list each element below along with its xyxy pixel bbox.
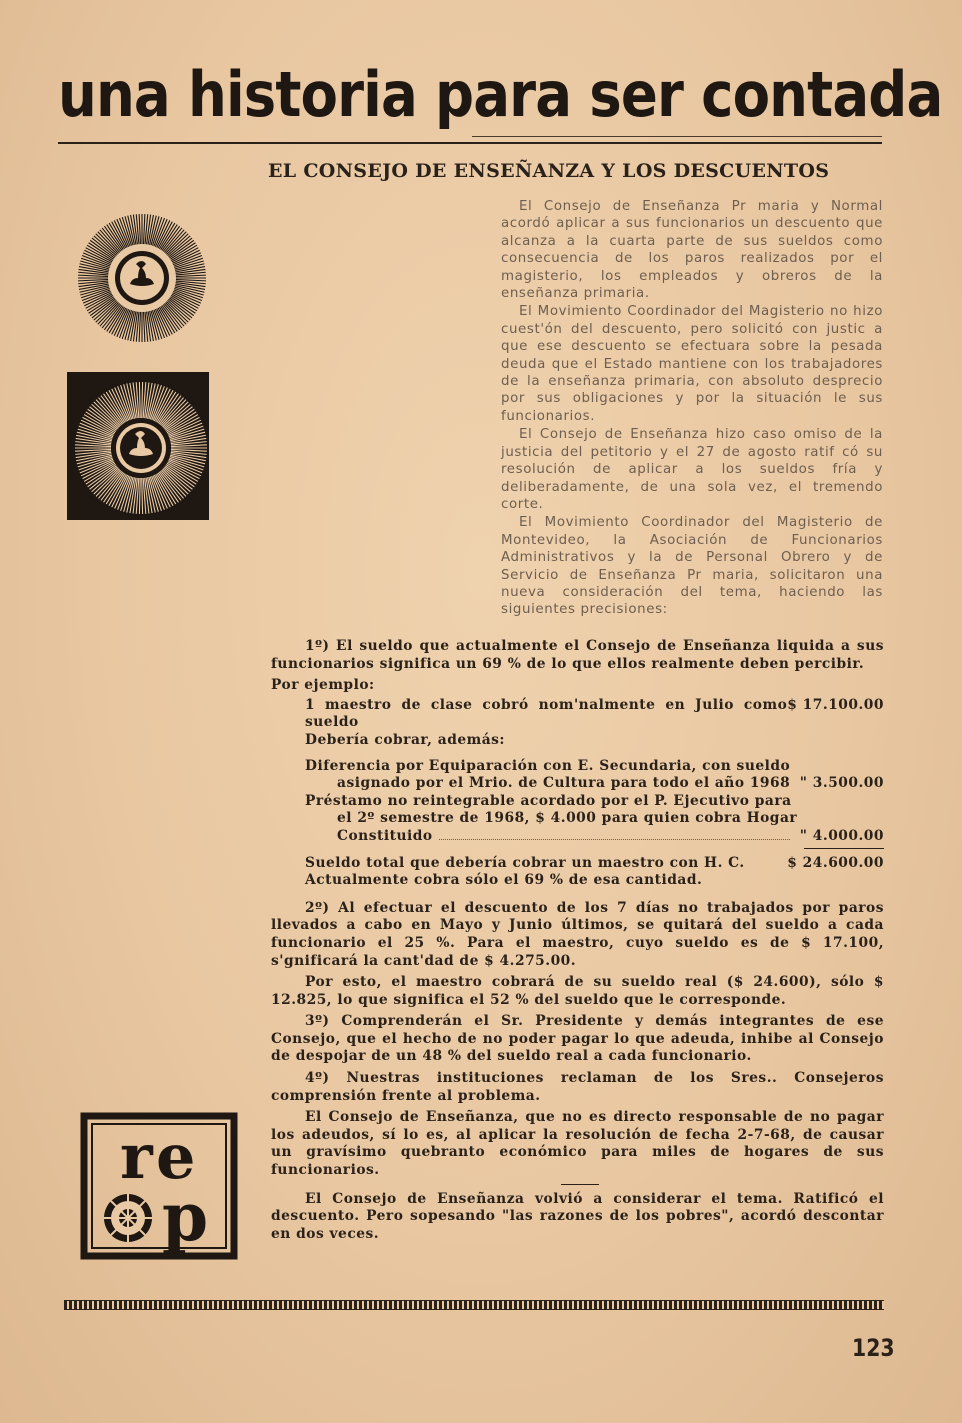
main-body <box>271 638 884 1247</box>
sum-rule <box>804 848 884 849</box>
intro-paragraph: El Consejo de Enseñanza Pr maria y Normal acordó aplicar a sus funcionarios un descuento que alcanza a la cuarta parte de sus sueldos como consecuencia de los paros realizados por el magisterio, los empleados y obreros de la enseñanza primaria. <box>501 199 883 302</box>
intro-paragraph: El Movimiento Coordinador del Magisterio no hizo cuest'ón del descuento, pero solicitó con justic a que ese descuento se efectuara sobre la pesada deuda que el Estado mantiene con los trabajadores de la enseñanza primaria, con absoluto desprecio por sus obligaciones y por la situación le sus funcionarios. <box>501 304 883 424</box>
example-table <box>305 697 884 890</box>
example-row: el 2º semestre de 1968, $ 4.000 para quien cobra Hogar <box>337 810 798 827</box>
point-1: 1º) El sueldo que actualmente el Consejo de Enseñanza liquida a sus funcionarios significa un 69 % de lo que ellos realmente deben percibir. <box>271 638 884 672</box>
closing-paragraph: El Consejo de Enseñanza volvió a considerar el tema. Ratificó el descuento. Pero sopesando "las razones de los pobres", acordó descontar en dos veces. <box>271 1190 884 1242</box>
square-seal-emblem-icon <box>67 372 209 520</box>
point-3: 3º) Comprenderán el Sr. Presidente y demás integrantes de ese Consejo, que el hecho de no poder pagar lo que adeuda, inhibe al Consejo de despojar de un 48 % del sueldo real a cada funcionario. <box>271 1013 884 1065</box>
example-row: Debería cobrar, además: <box>305 731 506 748</box>
bottom-decorative-rule <box>64 1300 884 1310</box>
example-row: Constituido " 4.000.00 <box>337 827 884 844</box>
seal-emblem-icon <box>76 212 208 344</box>
page-number: 123 <box>852 1334 895 1362</box>
example-heading: Por ejemplo: <box>271 677 375 694</box>
title-underline <box>58 142 882 144</box>
example-row: 1 maestro de clase cobró nom'nalmente en Julio como sueldo $ 17.100.00 <box>305 696 884 731</box>
intro-paragraph: El Movimiento Coordinador del Magisterio de Montevideo, la Asociación de Funcionarios Administrativos y la de Personal Obrero y de Servicio de Enseñanza Pr maria, solicitaron una nueva consideración del tema, haciendo las siguientes precisiones: <box>501 515 883 618</box>
example-note: Actualmente cobra sólo el 69 % de esa cantidad. <box>305 872 703 889</box>
example-row: Diferencia por Equiparación con E. Secundaria, con sueldo <box>305 757 791 774</box>
example-total-row: Sueldo total que debería cobrar un maestro con H. C. $ 24.600.00 <box>305 854 884 871</box>
svg-text:p: p <box>162 1178 209 1256</box>
point-2: 2º) Al efectuar el descuento de los 7 días no trabajados por paros llevados a cabo en Mayo y Junio últimos, se quitará del sueldo a cada funcionario el 25 %. Para el maestro, cuyo sueldo es de $ 17.100, s'gnificará la cant'dad de $ 4.275.00. <box>271 899 884 969</box>
example-row: asignado por el Mrio. de Cultura para todo el año 1968 " 3.500.00 <box>337 775 884 792</box>
point-2-continued: Por esto, el maestro cobrará de su sueldo real ($ 24.600), sólo $ 12.825, lo que significa el 52 % del sueldo que le corresponde. <box>271 974 884 1008</box>
leader-dots <box>439 839 790 840</box>
example-row: Préstamo no reintegrable acordado por el P. Ejecutivo para <box>305 792 792 809</box>
separator <box>561 1184 599 1185</box>
svg-text:r: r <box>120 1120 153 1193</box>
rep-logo-icon <box>80 1112 238 1262</box>
intro-column <box>501 198 883 620</box>
intro-paragraph: El Consejo de Enseñanza hizo caso omiso de la justicia del petitorio y el 27 de agosto ratif có su resolución de aplicar a los sueldos fría y deliberadamente, de una sola vez, el tremendo corte. <box>501 427 883 512</box>
page-title: una historia para ser contada <box>58 58 943 131</box>
point-4-continued: El Consejo de Enseñanza, que no es directo responsable de no pagar los adeudos, sí lo es, al aplicar la resolución de fecha 2-7-68, de causar un gravísimo quebranto económico para miles de hogares de sus funcionarios. <box>271 1109 884 1179</box>
section-heading: EL CONSEJO DE ENSEÑANZA Y LOS DESCUENTOS <box>268 160 830 182</box>
title-underline-thin <box>472 136 882 137</box>
point-4: 4º) Nuestras instituciones reclaman de los Sres.. Consejeros comprensión frente al problema. <box>271 1070 884 1104</box>
svg-text:e: e <box>156 1120 196 1193</box>
